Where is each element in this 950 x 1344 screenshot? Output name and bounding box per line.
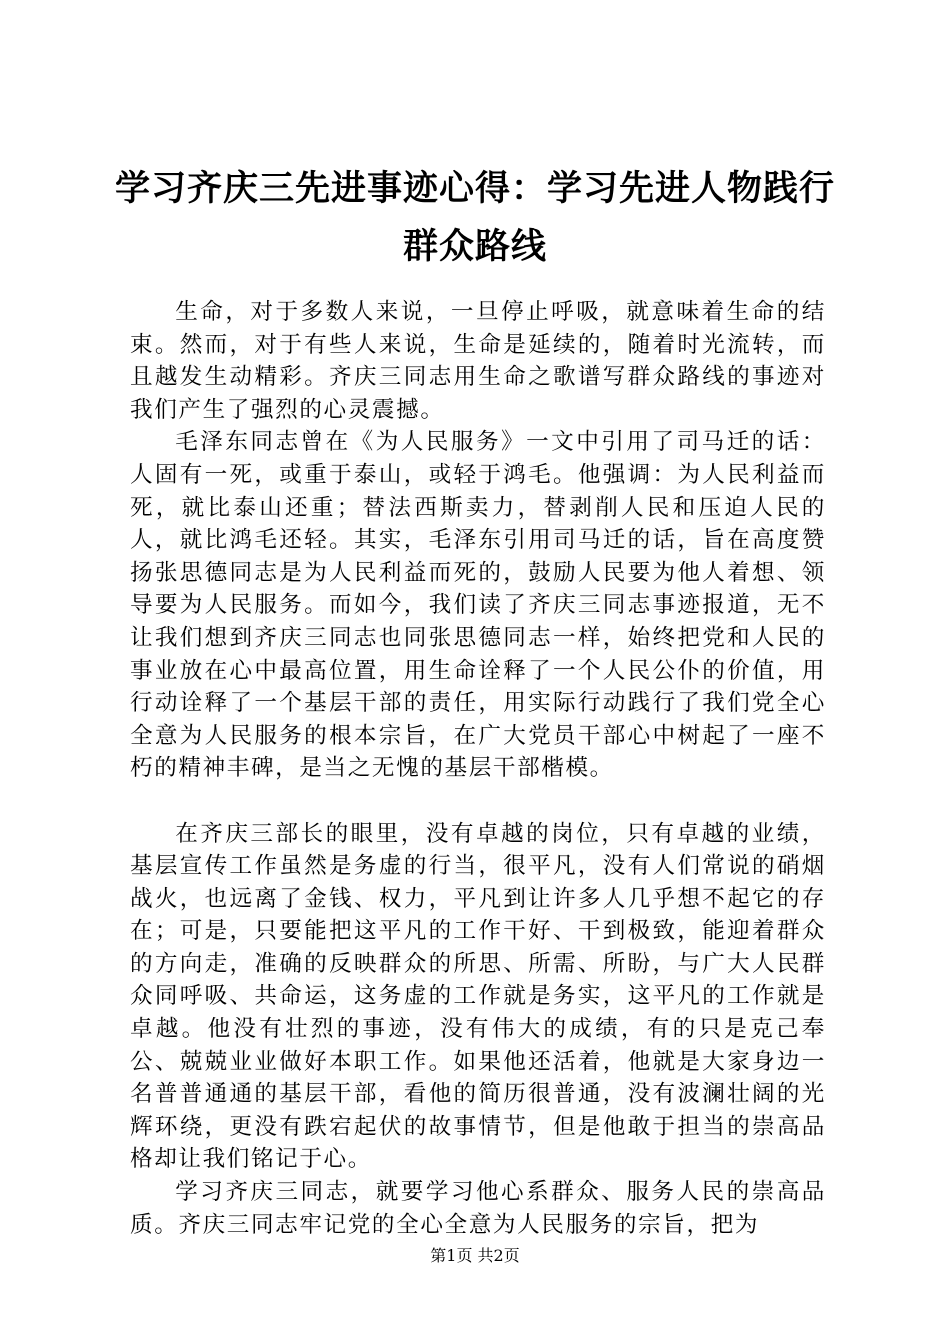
page-number-footer: 第1页 共2页 xyxy=(430,1246,520,1265)
paragraph-4: 学习齐庆三同志，就要学习他心系群众、服务人民的崇高品质。齐庆三同志牢记党的全心全意为人民服务的宗旨，把为 xyxy=(130,1179,826,1238)
paragraph-2: 毛泽东同志曾在《为人民服务》一文中引用了司马迁的话：人固有一死，或重于泰山，或轻于鸿毛。他强调：为人民利益而死，就比泰山还重；替法西斯卖力，替剥削人民和压迫人民的人，就比鸿毛还轻。其实，毛泽东引用司马迁的话，旨在高度赞扬张思德同志是为人民利益而死的，鼓励人民要为他人着想、领导要为人民服务。而如今，我们读了齐庆三同志事迹报道，无不让我们想到齐庆三同志也同张思德同志一样，始终把党和人民的事业放在心中最高位置，用生命诠释了一个人民公仆的价值，用行动诠释了一个基层干部的责任，用实际行动践行了我们党全心全意为人民服务的根本宗旨，在广大党员干部心中树起了一座不朽的精神丰碑，是当之无愧的基层干部楷模。 xyxy=(130,429,826,782)
paragraph-1: 生命，对于多数人来说，一旦停止呼吸，就意味着生命的结束。然而，对于有些人来说，生命是延续的，随着时光流转，而且越发生动精彩。齐庆三同志用生命之歌谱写群众路线的事迹对我们产生了强烈的心灵震撼。 xyxy=(130,299,826,423)
document-body xyxy=(130,296,826,1241)
paragraph-3: 在齐庆三部长的眼里，没有卓越的岗位，只有卓越的业绩，基层宣传工作虽然是务虚的行当，很平凡，没有人们常说的硝烟战火，也远离了金钱、权力，平凡到让许多人几乎想不起它的存在；可是，只要能把这平凡的工作干好、干到极致，能迎着群众的方向走，准确的反映群众的所思、所需、所盼，与广大人民群众同呼吸、共命运，这务虚的工作就是务实，这平凡的工作就是卓越。他没有壮烈的事迹，没有伟大的成绩，有的只是克己奉公、兢兢业业做好本职工作。如果他还活着，他就是大家身边一名普普通通的基层干部，看他的简历很普通，没有波澜壮阔的光辉环绕，更没有跌宕起伏的故事情节，但是他敢于担当的崇高品格却让我们铭记于心。 xyxy=(130,820,826,1173)
document-title: 学习齐庆三先进事迹心得：学习先进人物践行群众路线 xyxy=(114,169,835,267)
